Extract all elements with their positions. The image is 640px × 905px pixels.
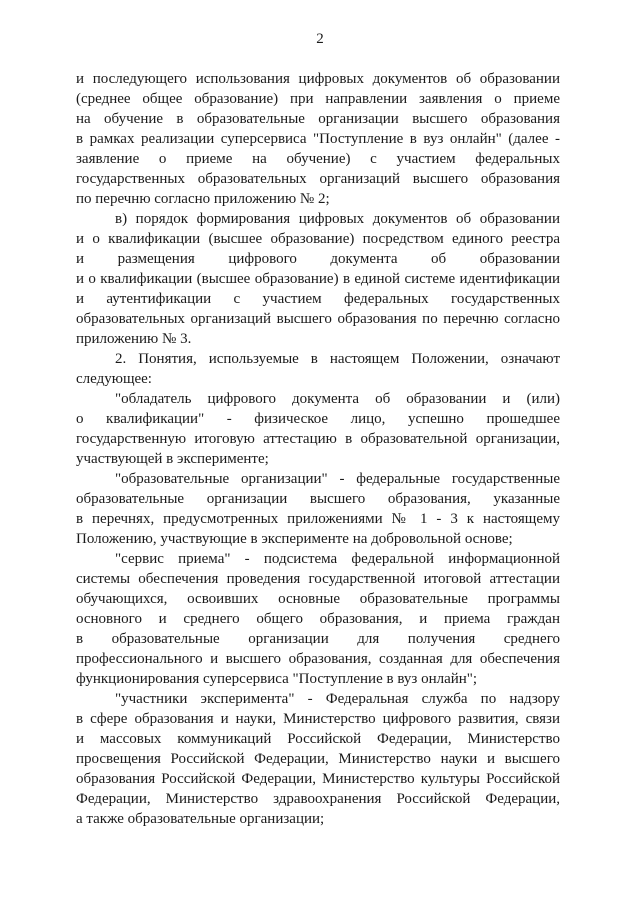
text-line: основного и среднего общего образования, и приема граждан [76,611,560,627]
document-body-text [76,69,560,829]
text-line: следующее: [76,371,152,387]
text-line: по перечню согласно приложению № 2; [76,191,330,207]
text-line: в рамках реализации суперсервиса "Поступление в вуз онлайн" (далее - [76,131,560,147]
text-line: системы обеспечения проведения государственной итоговой аттестации [76,571,560,587]
text-line: заявление о приеме на обучение) с участием федеральных [76,151,560,167]
text-line: государственных образовательных организаций высшего образования [76,171,560,187]
text-line: функционирования суперсервиса "Поступление в вуз онлайн"; [76,671,478,687]
text-line: в сфере образования и науки, Министерство цифрового развития, связи [76,711,560,727]
text-line: просвещения Российской Федерации, Министерство науки и высшего [76,751,560,767]
text-line: участвующей в эксперименте; [76,451,269,467]
text-line: приложению № 3. [76,331,192,347]
text-line: "участники эксперимента" - Федеральная служба по надзору [115,691,560,707]
text-line: и массовых коммуникаций Российской Федерации, Министерство [76,731,560,747]
text-line: в) порядок формирования цифровых документов об образовании [115,211,560,227]
text-line: и о квалификации (высшее образование) в единой системе идентификации [76,271,560,287]
text-line: образовательные организации высшего образования, указанные [76,491,560,507]
text-line: 2. Понятия, используемые в настоящем Положении, означают [115,351,560,367]
text-line: "сервис приема" - подсистема федеральной информационной [115,551,560,567]
text-line: образования Российской Федерации, Министерство культуры Российской [76,771,560,787]
text-line: Положению, участвующие в эксперименте на добровольной основе; [76,531,513,547]
text-line: "образовательные организации" - федеральные государственные [115,471,560,487]
text-line: обучающихся, освоивших основные образовательные программы [76,591,560,607]
page-number: 2 [316,31,324,47]
text-line: (среднее общее образование) при направлении заявления о приеме [76,91,560,107]
text-line: и последующего использования цифровых документов об образовании [76,71,560,87]
text-line: в образовательные организации для получения среднего [76,631,560,647]
text-line: в перечнях, предусмотренных приложениями № 1 - 3 к настоящему [76,511,560,527]
text-line: и размещения цифрового документа об образовании [76,251,560,267]
text-line: профессионального и высшего образования, созданная для обеспечения [76,651,560,667]
text-line: а также образовательные организации; [76,811,325,827]
text-line: на обучение в образовательные организации высшего образования [76,111,560,127]
text-line: "обладатель цифрового документа об образовании и (или) [115,391,560,407]
text-line: образовательных организаций высшего образования по перечню согласно [76,311,560,327]
text-line: и аутентификации с участием федеральных государственных [76,291,560,307]
text-line: государственную итоговую аттестацию в образовательной организации, [76,431,560,447]
text-line: Федерации, Министерство здравоохранения Российской Федерации, [76,791,560,807]
text-line: и о квалификации (высшее образование) посредством единого реестра [76,231,560,247]
text-line: о квалификации" - физическое лицо, успешно прошедшее [76,411,560,427]
